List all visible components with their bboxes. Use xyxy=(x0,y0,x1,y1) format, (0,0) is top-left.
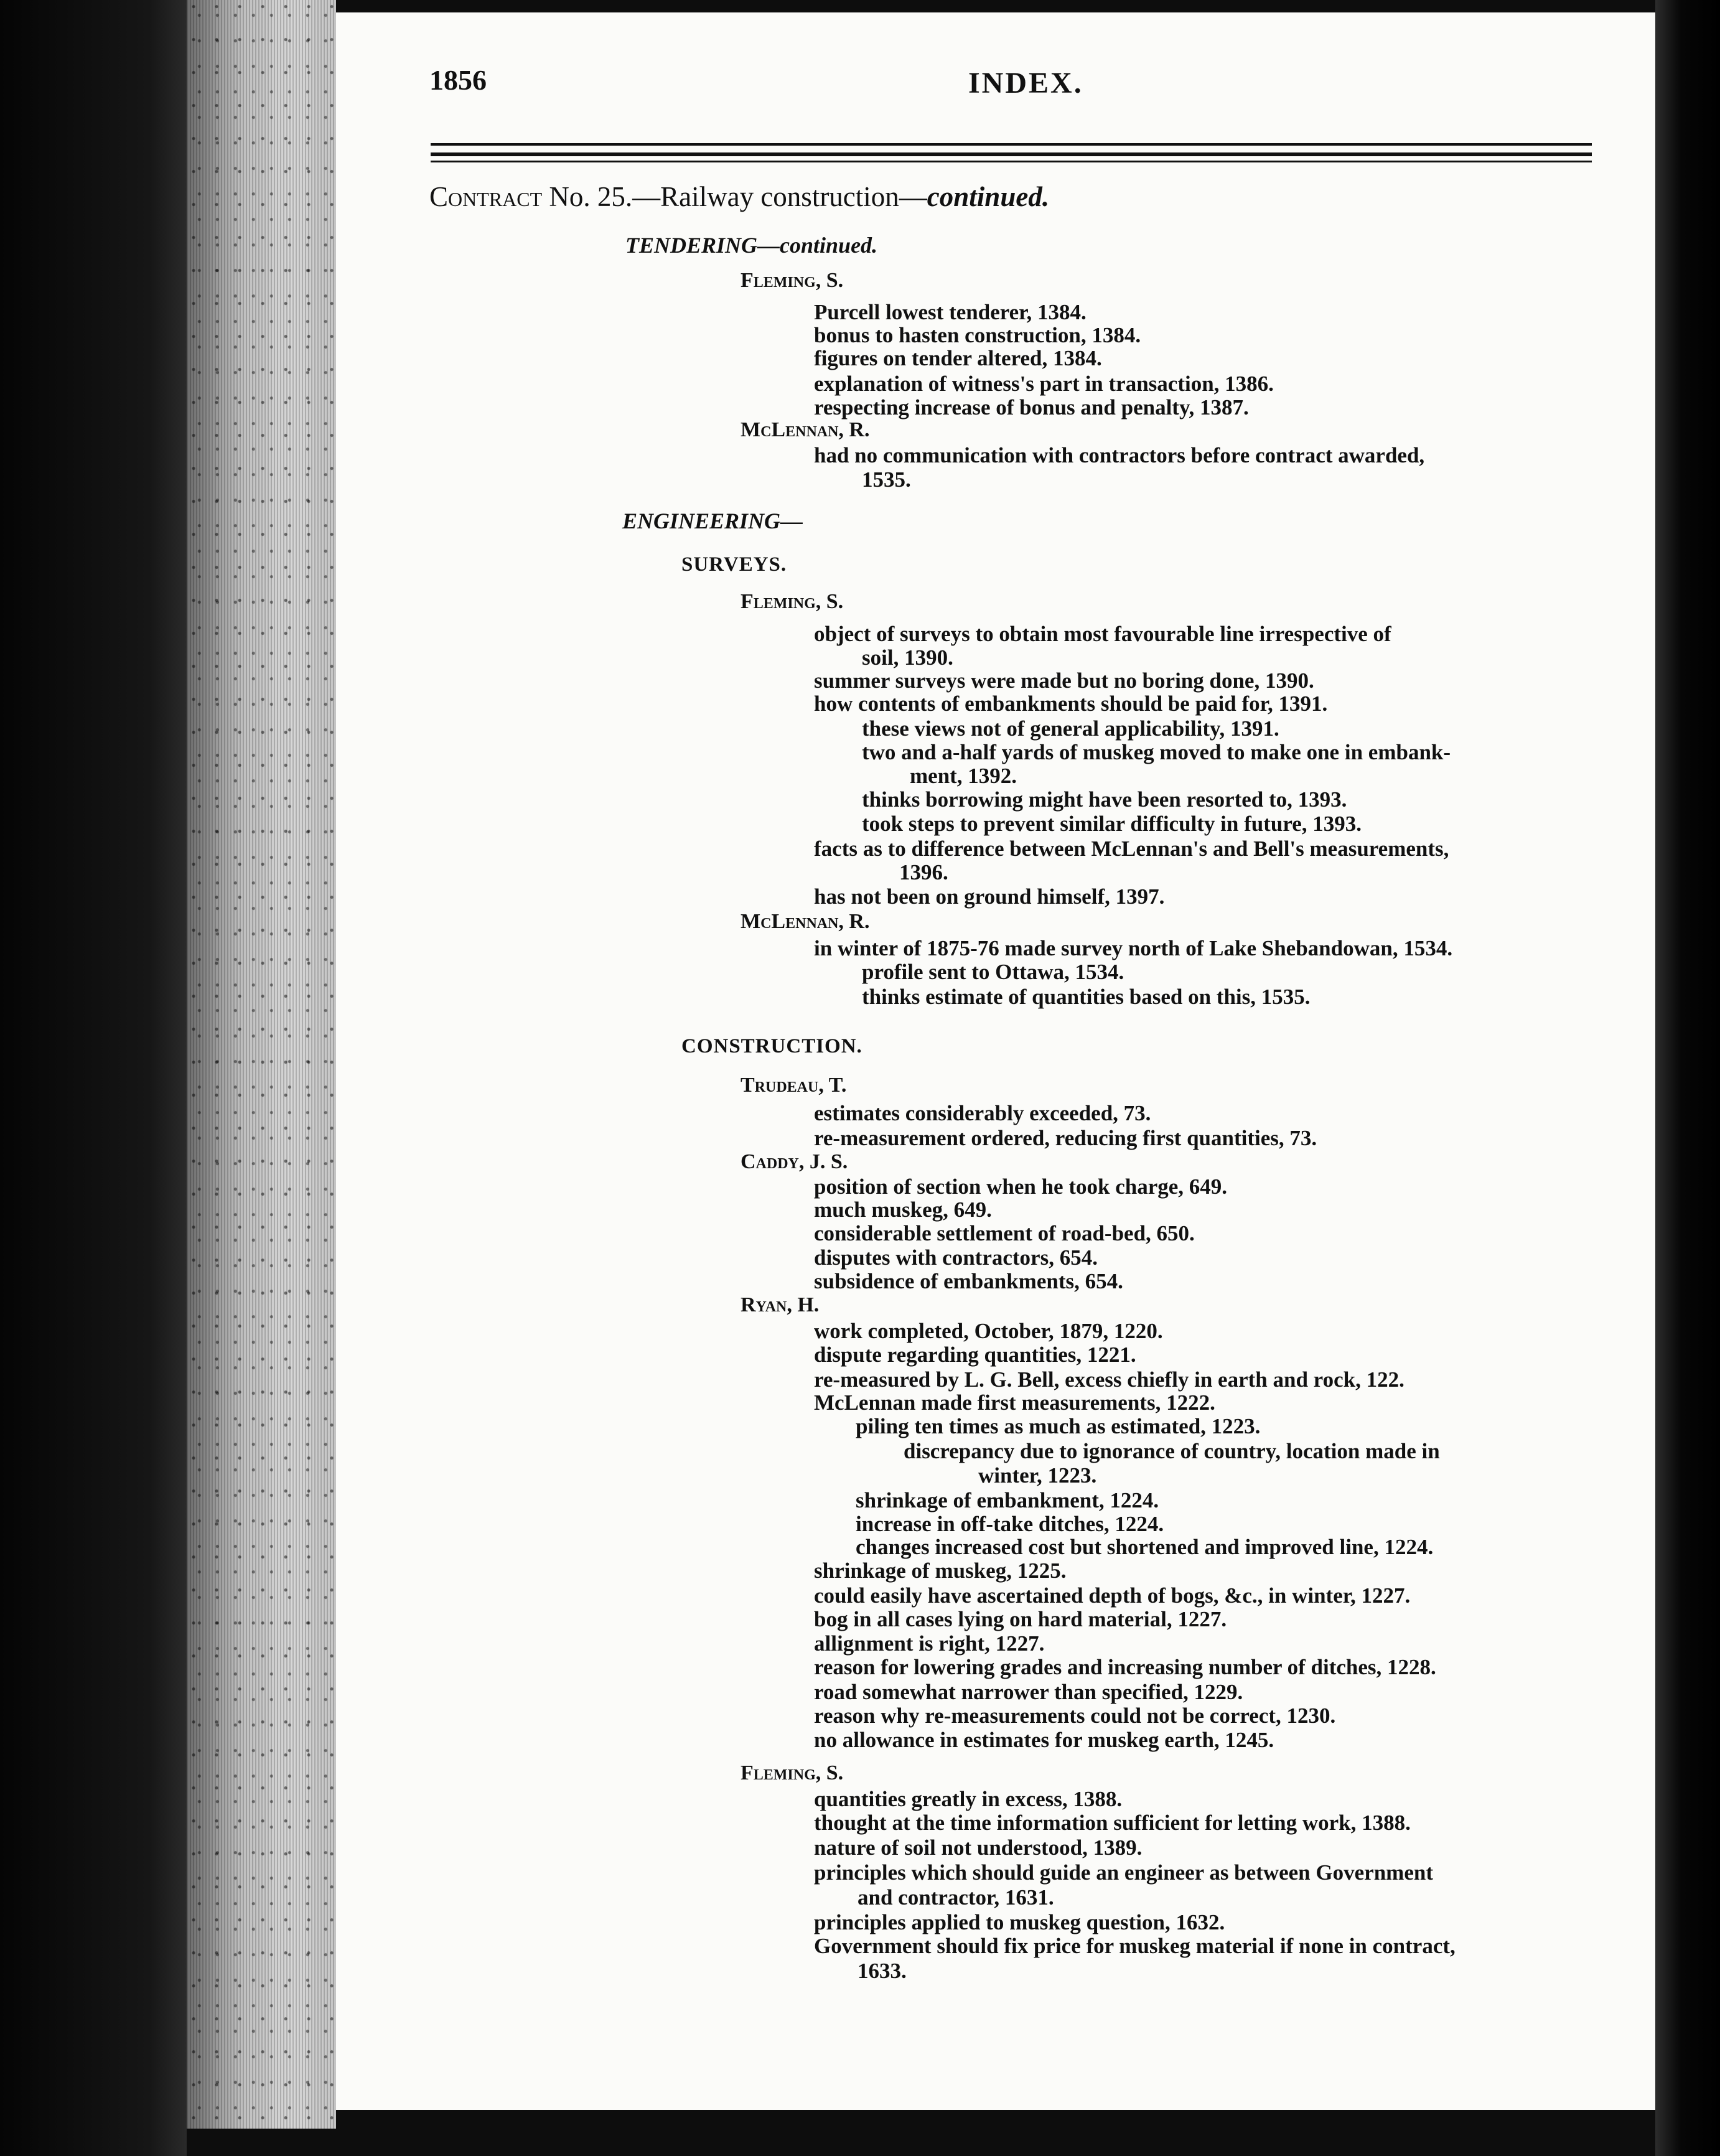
header-rule-bottom xyxy=(431,161,1592,162)
index-entry-cont: and contractor, 1631. xyxy=(858,1885,1054,1910)
page-edge-stack xyxy=(187,0,336,2129)
index-entry: principles applied to muskeg question, 1632. xyxy=(814,1910,1225,1934)
header-rule-middle xyxy=(431,152,1592,156)
index-entry: work completed, October, 1879, 1220. xyxy=(814,1319,1163,1343)
index-entry-sub: profile sent to Ottawa, 1534. xyxy=(862,960,1124,984)
section-heading xyxy=(429,180,1049,213)
heading-number: No. 25.—Railway construction— xyxy=(549,181,927,212)
index-entry-cont: 1535. xyxy=(862,467,911,492)
index-entry: no allowance in estimates for muskeg earth, 1245. xyxy=(814,1728,1274,1752)
index-entry-sub: changes increased cost but shortened and improved line, 1224. xyxy=(856,1535,1434,1559)
index-entry: re-measurement ordered, reducing first quantities, 73. xyxy=(814,1126,1317,1150)
index-entry: how contents of embankments should be paid for, 1391. xyxy=(814,691,1328,716)
witness-name: Fleming, S. xyxy=(741,590,844,613)
index-entry: allignment is right, 1227. xyxy=(814,1631,1045,1656)
index-entry: thought at the time information sufficient for letting work, 1388. xyxy=(814,1811,1411,1835)
index-entry: shrinkage of muskeg, 1225. xyxy=(814,1558,1067,1583)
index-entry: could easily have ascertained depth of bogs, &c., in winter, 1227. xyxy=(814,1583,1411,1608)
subheading: SURVEYS. xyxy=(681,553,787,576)
index-entry: figures on tender altered, 1384. xyxy=(814,346,1102,370)
witness-name: Ryan, H. xyxy=(741,1293,820,1316)
witness-name: Fleming, S. xyxy=(741,1761,844,1784)
index-entry: reason why re-measurements could not be correct, 1230. xyxy=(814,1704,1336,1728)
index-entry: in winter of 1875-76 made survey north of Lake Shebandowan, 1534. xyxy=(814,936,1453,960)
index-entry-sub: thinks borrowing might have been resorted to, 1393. xyxy=(862,787,1347,812)
index-entry: dispute regarding quantities, 1221. xyxy=(814,1343,1136,1367)
index-entry-sub: two and a-half yards of muskeg moved to make one in embank- xyxy=(862,740,1451,764)
page-number: 1856 xyxy=(429,64,487,96)
index-entry: estimates considerably exceeded, 73. xyxy=(814,1101,1151,1125)
index-entry: road somewhat narrower than specified, 1229. xyxy=(814,1680,1243,1704)
index-entry: re-measured by L. G. Bell, excess chiefly in earth and rock, 122. xyxy=(814,1367,1405,1392)
index-entry: has not been on ground himself, 1397. xyxy=(814,884,1165,909)
index-entry-subsub: discrepancy due to ignorance of country, location made in xyxy=(904,1439,1440,1463)
index-entry: explanation of witness's part in transaction, 1386. xyxy=(814,372,1274,396)
index-entry: bog in all cases lying on hard material, 1227. xyxy=(814,1607,1227,1631)
index-entry-sub: piling ten times as much as estimated, 1223. xyxy=(856,1414,1261,1438)
index-entry-sub: took steps to prevent similar difficulty in future, 1393. xyxy=(862,812,1362,836)
index-entry: McLennan made first measurements, 1222. xyxy=(814,1390,1215,1415)
index-entry: position of section when he took charge, 649. xyxy=(814,1174,1228,1199)
index-entry: summer surveys were made but no boring done, 1390. xyxy=(814,668,1314,693)
index-entry: bonus to hasten construction, 1384. xyxy=(814,323,1141,347)
witness-name: Fleming, S. xyxy=(741,269,844,292)
index-entry: facts as to difference between McLennan's and Bell's measurements, xyxy=(814,837,1449,861)
header-rule-top xyxy=(431,143,1592,146)
heading-suffix: continued. xyxy=(927,181,1050,212)
index-entry: much muskeg, 649. xyxy=(814,1198,992,1222)
index-entry: reason for lowering grades and increasing number of ditches, 1228. xyxy=(814,1655,1436,1679)
heading-prefix: Contract xyxy=(429,181,543,212)
subsection-heading: ENGINEERING— xyxy=(622,509,803,533)
index-entry: object of surveys to obtain most favourable line irrespective of xyxy=(814,622,1391,646)
running-head: INDEX. xyxy=(968,67,1083,100)
witness-name: McLennan, R. xyxy=(741,418,870,441)
index-entry: subsidence of embankments, 654. xyxy=(814,1269,1123,1293)
index-entry-cont: ment, 1392. xyxy=(910,764,1017,788)
witness-name: Caddy, J. S. xyxy=(741,1150,848,1173)
witness-name: Trudeau, T. xyxy=(741,1074,847,1097)
index-entry: Government should fix price for muskeg material if none in contract, xyxy=(814,1934,1456,1958)
subsection-heading: TENDERING—continued. xyxy=(625,233,878,258)
index-entry: Purcell lowest tenderer, 1384. xyxy=(814,300,1087,324)
index-entry: quantities greatly in excess, 1388. xyxy=(814,1787,1123,1811)
index-entry: had no communication with contractors before contract awarded, xyxy=(814,443,1425,467)
index-entry-sub: increase in off-take ditches, 1224. xyxy=(856,1512,1164,1536)
index-entry-sub: shrinkage of embankment, 1224. xyxy=(856,1488,1159,1512)
index-entry: considerable settlement of road-bed, 650. xyxy=(814,1221,1195,1245)
index-entry-sub: thinks estimate of quantities based on this, 1535. xyxy=(862,985,1311,1009)
index-entry-sub: these views not of general applicability, 1391. xyxy=(862,716,1279,741)
subheading: CONSTRUCTION. xyxy=(681,1035,862,1057)
index-entry: respecting increase of bonus and penalty, 1387. xyxy=(814,395,1249,419)
index-entry-cont: winter, 1223. xyxy=(978,1463,1097,1488)
binding-shadow xyxy=(0,0,187,2156)
index-entry-cont: 1396. xyxy=(899,860,948,884)
index-entry-cont: soil, 1390. xyxy=(862,645,953,670)
witness-name: McLennan, R. xyxy=(741,910,870,933)
index-entry: disputes with contractors, 654. xyxy=(814,1245,1098,1270)
index-entry-cont: 1633. xyxy=(858,1959,907,1983)
index-entry: principles which should guide an engineer as between Government xyxy=(814,1860,1433,1885)
index-entry: nature of soil not understood, 1389. xyxy=(814,1835,1143,1860)
facing-page-edge xyxy=(1655,0,1720,2156)
